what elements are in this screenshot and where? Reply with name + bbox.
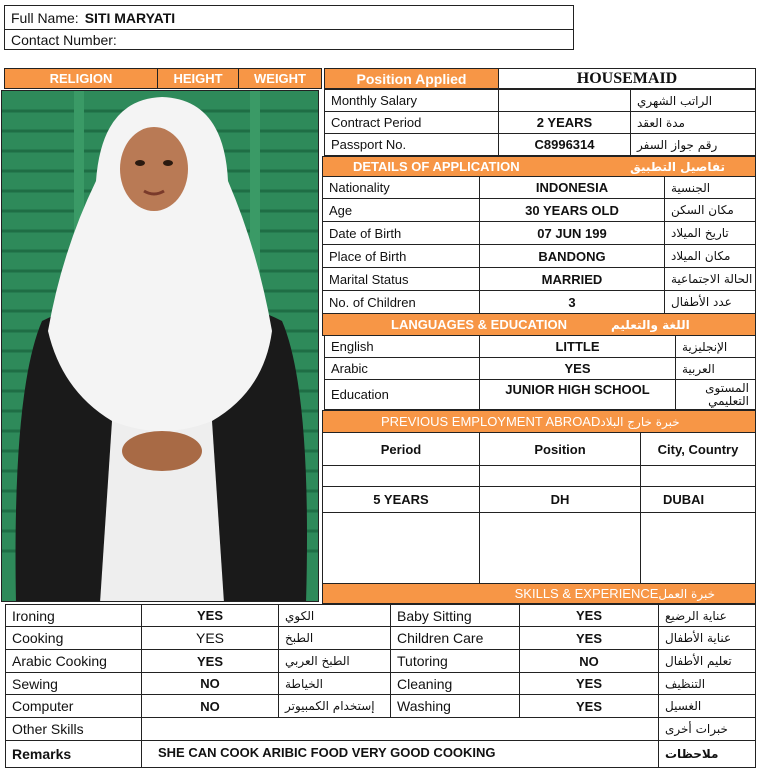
position-value: HOUSEMAID — [498, 68, 756, 89]
salary-label: Monthly Salary — [324, 89, 499, 112]
remarks-value: SHE CAN COOK ARIBIC FOOD VERY GOOD COOKING — [141, 740, 659, 768]
education-value: JUNIOR HIGH SCHOOL — [479, 379, 676, 410]
languages-header — [322, 313, 756, 336]
skills-header — [322, 583, 756, 604]
employment-spacer-2 — [479, 465, 641, 487]
nationality-ar: الجنسية — [664, 176, 756, 199]
full-name-label: Full Name: — [11, 9, 79, 26]
education-label: Education — [324, 379, 480, 410]
contact-label: Contact Number: — [11, 31, 117, 48]
employment-empty-1 — [322, 512, 480, 584]
contact-row — [4, 29, 574, 50]
skill-washing-label: Washing — [390, 694, 520, 718]
languages-title: LANGUAGES & EDUCATION — [391, 317, 567, 332]
skill-childcare-label: Children Care — [390, 626, 520, 650]
age-label: Age — [322, 198, 480, 222]
weight-header: WEIGHT — [238, 68, 322, 89]
skill-babysitting-value: YES — [519, 604, 659, 627]
position-applied-header: Position Applied — [324, 68, 499, 89]
skill-computer-label: Computer — [5, 694, 142, 718]
english-ar: الإنجليزية — [675, 335, 756, 358]
skill-washing-ar: الغسيل — [658, 694, 756, 718]
salary-value — [498, 89, 631, 112]
employment-city: DUBAI — [640, 486, 756, 513]
employment-empty-2 — [479, 512, 641, 584]
skill-tutoring-ar: تعليم الأطفال — [658, 649, 756, 673]
skills-title-ar: خبرة العمل — [658, 586, 715, 601]
other-skills-value — [141, 717, 659, 741]
contract-value: 2 YEARS — [498, 111, 631, 134]
children-ar: عدد الأطفال — [664, 290, 756, 314]
skill-cooking-value: YES — [141, 626, 279, 650]
pob-value: BANDONG — [479, 244, 665, 268]
employment-title-ar: خبرة خارج البلاد — [600, 414, 680, 429]
languages-title-ar: اللغة والتعليم — [610, 317, 690, 332]
arabic-ar: العربية — [675, 357, 756, 380]
marital-label: Marital Status — [322, 267, 480, 291]
arabic-label: Arabic — [324, 357, 480, 380]
other-skills-ar: خبرات أخرى — [658, 717, 756, 741]
employment-position-header: Position — [479, 432, 641, 466]
skill-arabic-cooking-ar: الطبخ العربي — [278, 649, 391, 673]
skill-ironing-value: YES — [141, 604, 279, 627]
passport-label: Passport No. — [324, 133, 499, 156]
english-value: LITTLE — [479, 335, 676, 358]
employment-city-header: City, Country — [640, 432, 756, 466]
arabic-value: YES — [479, 357, 676, 380]
skill-cleaning-ar: التنظيف — [658, 672, 756, 695]
skill-sewing-value: NO — [141, 672, 279, 695]
height-header: HEIGHT — [157, 68, 239, 89]
dob-label: Date of Birth — [322, 221, 480, 245]
nationality-value: INDONESIA — [479, 176, 665, 199]
skill-cooking-ar: الطبخ — [278, 626, 391, 650]
pob-label: Place of Birth — [322, 244, 480, 268]
age-ar: مكان السكن — [664, 198, 756, 222]
english-label: English — [324, 335, 480, 358]
remarks-ar: ملاحظات — [658, 740, 756, 768]
nationality-label: Nationality — [322, 176, 480, 199]
dob-ar: تاريخ الميلاد — [664, 221, 756, 245]
marital-value: MARRIED — [479, 267, 665, 291]
skill-arabic-cooking-label: Arabic Cooking — [5, 649, 142, 673]
skill-babysitting-label: Baby Sitting — [390, 604, 520, 627]
employment-header — [322, 410, 756, 433]
skill-sewing-ar: الخياطة — [278, 672, 391, 695]
full-name-value: SITI MARYATI — [84, 9, 176, 26]
children-label: No. of Children — [322, 290, 480, 314]
skill-ironing-label: Ironing — [5, 604, 142, 627]
contract-label: Contract Period — [324, 111, 499, 134]
contract-ar: مدة العقد — [630, 111, 756, 134]
dob-value: 07 JUN 199 — [479, 221, 665, 245]
employment-period-header: Period — [322, 432, 480, 466]
skill-tutoring-value: NO — [519, 649, 659, 673]
remarks-label: Remarks — [5, 740, 142, 768]
skill-computer-ar: إستخدام الكمبيوتر — [278, 694, 391, 718]
skill-sewing-label: Sewing — [5, 672, 142, 695]
skill-cleaning-label: Cleaning — [390, 672, 520, 695]
applicant-photo — [1, 90, 319, 602]
employment-spacer-3 — [640, 465, 756, 487]
employment-position: DH — [479, 486, 641, 513]
employment-period: 5 YEARS — [322, 486, 480, 513]
application-header — [322, 156, 756, 177]
skill-ironing-ar: الكوي — [278, 604, 391, 627]
skill-babysitting-ar: عناية الرضيع — [658, 604, 756, 627]
other-skills-label: Other Skills — [5, 717, 142, 741]
passport-ar: رقم جواز السفر — [630, 133, 756, 156]
skill-cooking-label: Cooking — [5, 626, 142, 650]
skill-cleaning-value: YES — [519, 672, 659, 695]
employment-empty-3 — [640, 512, 756, 584]
salary-ar: الراتب الشهري — [630, 89, 756, 112]
employment-spacer-1 — [322, 465, 480, 487]
pob-ar: مكان الميلاد — [664, 244, 756, 268]
children-value: 3 — [479, 290, 665, 314]
application-title-ar: تفاصيل التطبيق — [630, 159, 725, 174]
education-ar: المستوى التعليمي — [675, 379, 756, 410]
religion-header: RELIGION — [4, 68, 158, 89]
employment-title: PREVIOUS EMPLOYMENT ABROAD — [381, 414, 601, 429]
skill-childcare-value: YES — [519, 626, 659, 650]
passport-value: C8996314 — [498, 133, 631, 156]
marital-ar: الحالة الاجتماعية — [664, 267, 756, 291]
skill-arabic-cooking-value: YES — [141, 649, 279, 673]
skill-childcare-ar: عناية الأطفال — [658, 626, 756, 650]
skills-title: SKILLS & EXPERIENCE — [514, 586, 659, 601]
skill-computer-value: NO — [141, 694, 279, 718]
age-value: 30 YEARS OLD — [479, 198, 665, 222]
skill-washing-value: YES — [519, 694, 659, 718]
skill-tutoring-label: Tutoring — [390, 649, 520, 673]
full-name-row — [4, 5, 574, 30]
application-title: DETAILS OF APPLICATION — [353, 159, 520, 174]
